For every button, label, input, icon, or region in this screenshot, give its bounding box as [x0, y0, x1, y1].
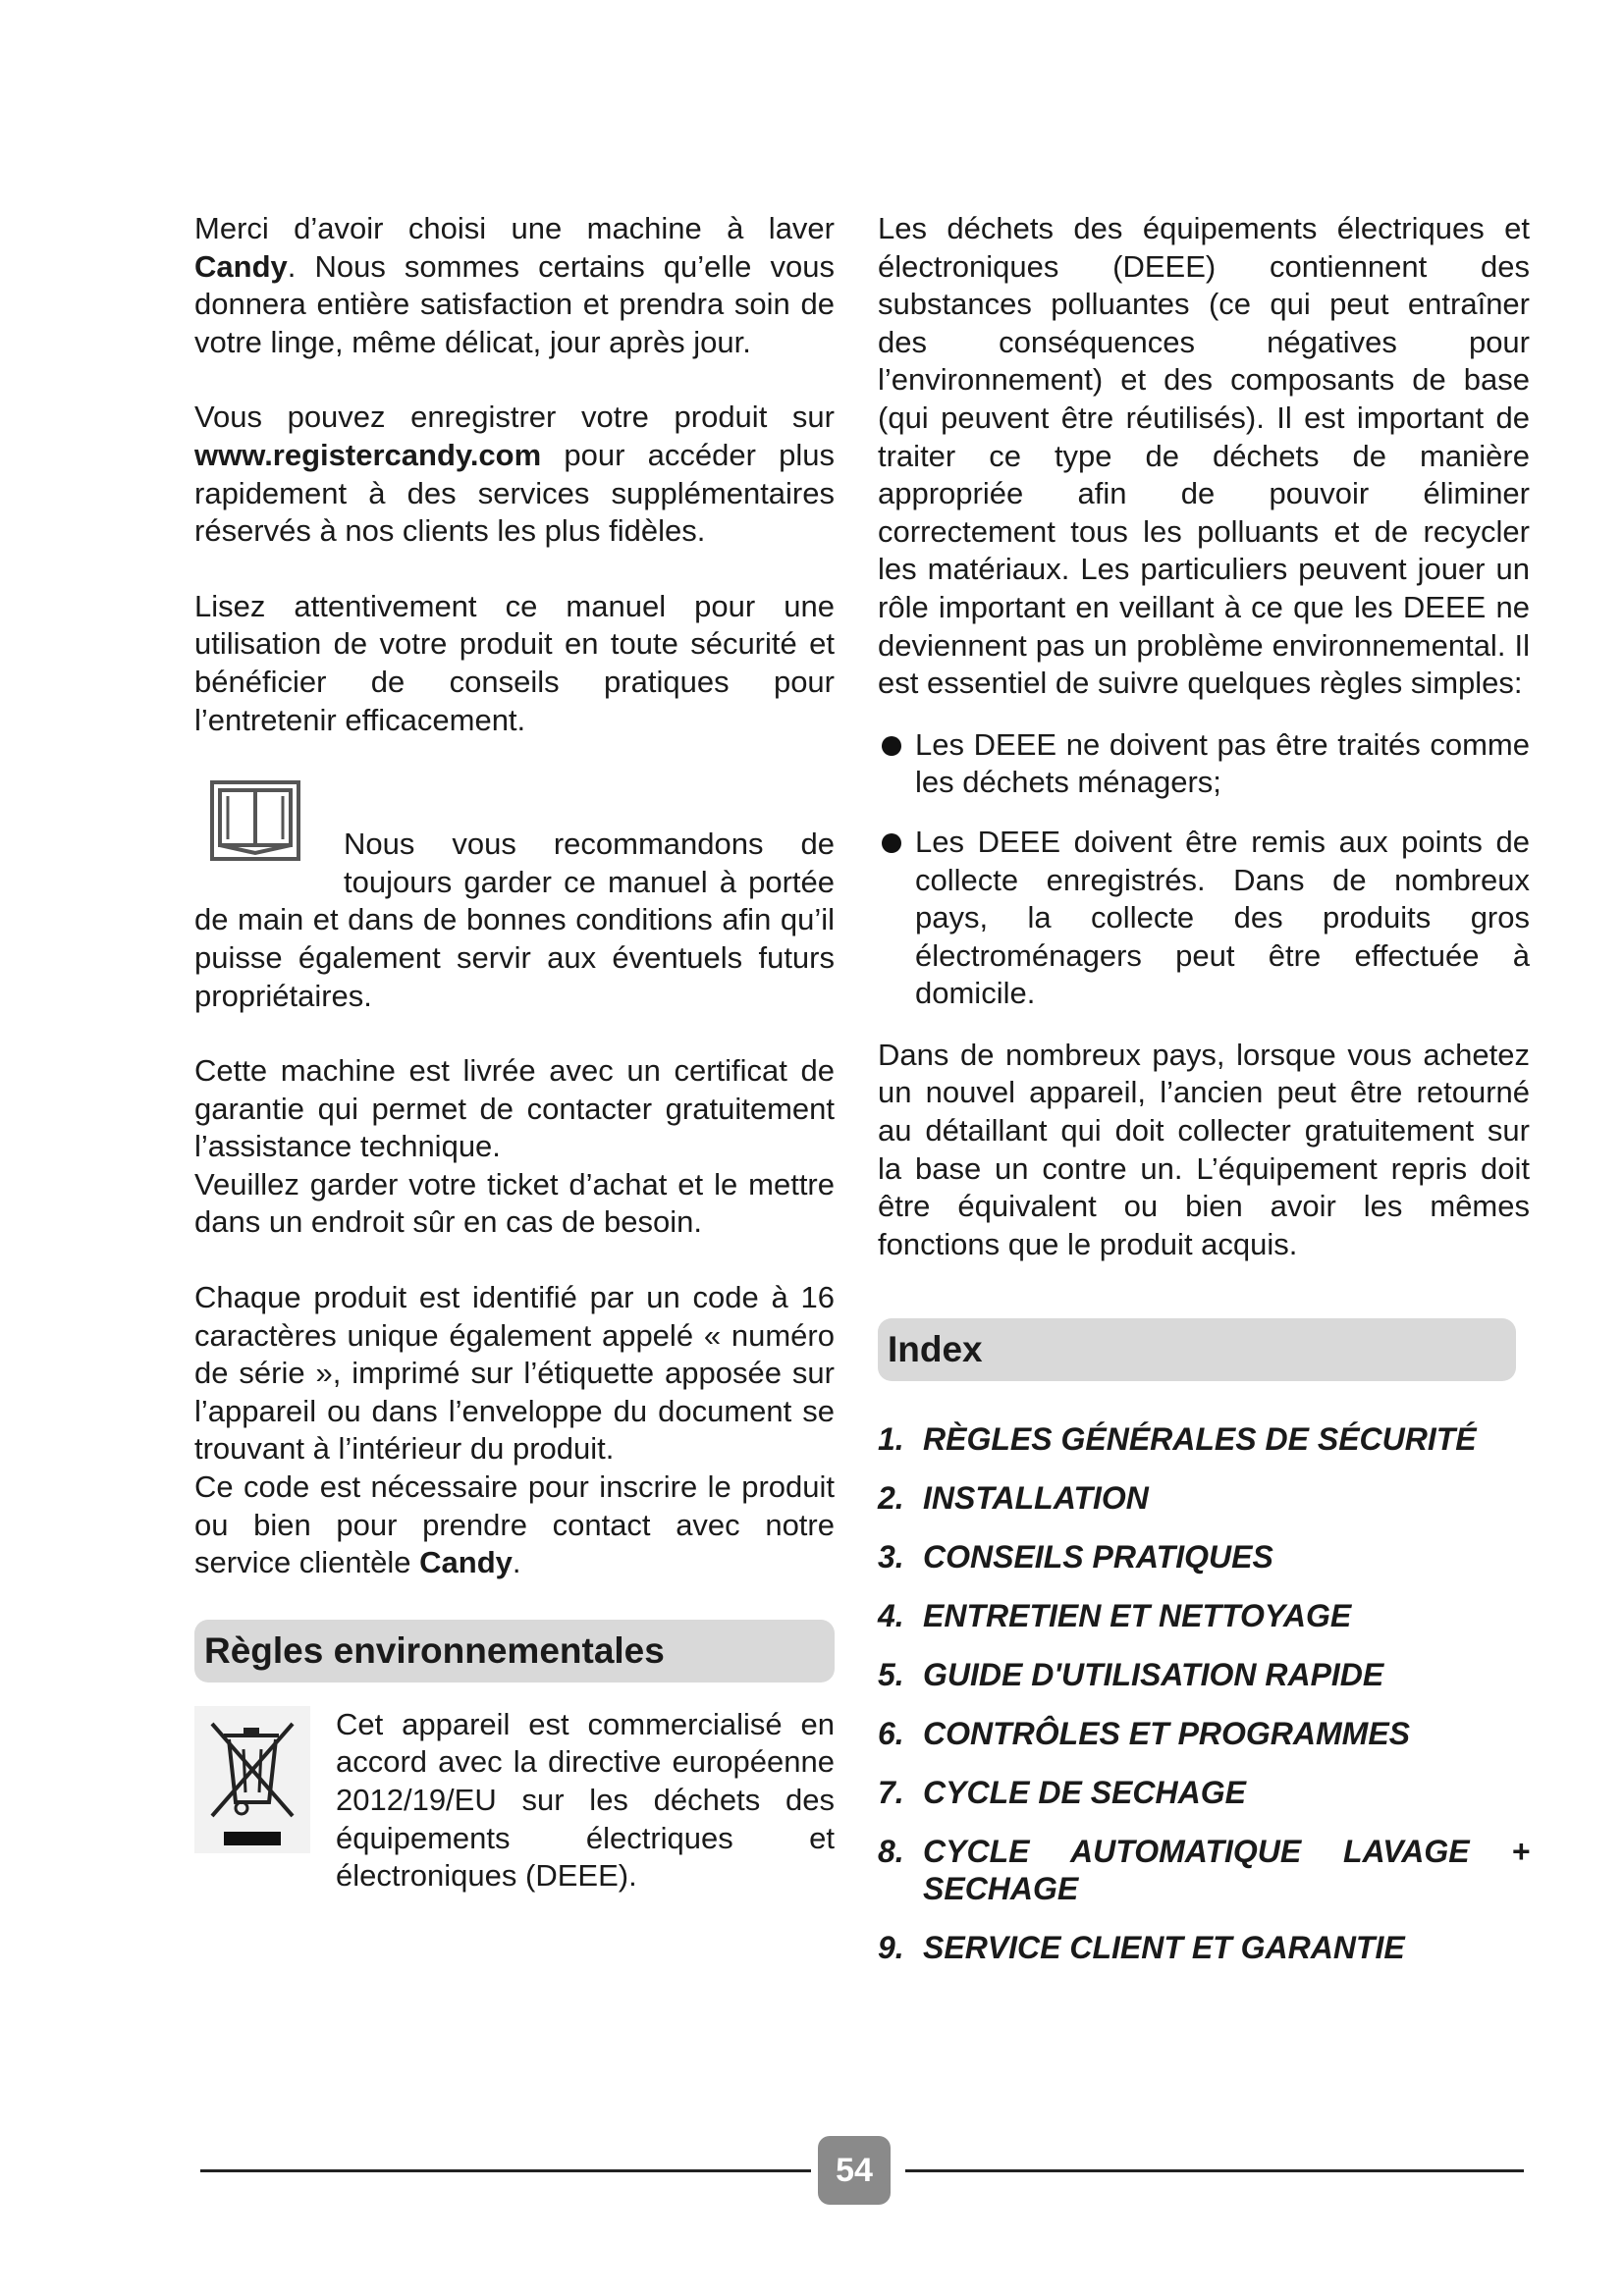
page-number: 54 [818, 2136, 891, 2205]
env-block [194, 1706, 835, 1896]
index-item: 6. CONTRÔLES ET PROGRAMMES [878, 1716, 1411, 1752]
book-icon [206, 776, 304, 865]
register-url: www.registercandy.com [194, 437, 542, 472]
index-section-title: Index [878, 1318, 1516, 1381]
recommend-paragraph: Nous vous recommandons de toujours garder ce manuel à portée de main et dans de bonnes conditions afin qu’il puisse également servir aux éventuels futurs propriétaires. [194, 827, 835, 1013]
serial-paragraph-1: Chaque produit est identifié par un code à 16 caractères unique également appelé « numéro de série », imprimé sur l’étiquette apposée sur l’appareil ou dans l’enveloppe du document se trouvant à l’intérieur du produit. [194, 1280, 835, 1467]
brand-name: Candy [419, 1545, 513, 1580]
crossed-bin-icon [194, 1706, 310, 1853]
index-list [878, 1420, 1530, 1966]
return-paragraph: Dans de nombreux pays, lorsque vous achetez un nouvel appareil, l’ancien peut être retourné au détaillant qui doit collecter gratuitement sur la base un contre un. L’équipement repris doit être équivalent ou bien avoir les mêmes fonctions que le produit acquis. [878, 1037, 1530, 1261]
index-item: 9. SERVICE CLIENT ET GARANTIE [878, 1930, 1405, 1966]
env-directive-text: Cet appareil est commercialisé en accord avec la directive européenne 2012/19/EU sur les déchets des équipements électriques et électroniques (DEEE). [336, 1706, 835, 1894]
list-item: Les DEEE ne doivent pas être traités comme les déchets ménagers; [878, 726, 1530, 802]
footer-rule-left [200, 2169, 811, 2172]
intro-paragraph: Merci d’avoir choisi une machine à laver Candy. Nous sommes certains qu’elle vous donnera entière satisfaction et prendra soin de votre linge, même délicat, jour après jour. [194, 211, 835, 359]
register-paragraph: Vous pouvez enregistrer votre produit sur www.registercandy.com pour accéder plus rapidement à des services supplémentaires réservés à nos clients les plus fidèles. [194, 400, 835, 549]
footer-rule-right [905, 2169, 1524, 2172]
warranty-paragraph-2: Veuillez garder votre ticket d’achat et le mettre dans un endroit sûr en cas de besoin. [194, 1166, 835, 1240]
serial-paragraph-2: Ce code est nécessaire pour inscrire le produit ou bien pour prendre contact avec notre service clientèle Candy. [194, 1469, 835, 1580]
right-column [878, 210, 1530, 1988]
deee-paragraph: Les déchets des équipements électriques et électroniques (DEEE) contiennent des substances polluantes (ce qui peut entraîner des conséquences négatives pour l’environnement) et des composants de base (qui peuvent être réutilisés). Il est important de traiter ce type de déchets de manière appropriée afin de pouvoir éliminer correctement tous les polluants et de recycler les matériaux. Les particuliers peuvent jouer un rôle important en veillant à ce que les DEEE ne deviennent pas un problème environnemental. Il est essentiel de suivre quelques règles simples: [878, 211, 1530, 701]
warranty-paragraph-1: Cette machine est livrée avec un certificat de garantie qui permet de contacter gratuitement l’assistance technique. [194, 1053, 835, 1164]
index-item: 4. ENTRETIEN ET NETTOYAGE [878, 1598, 1352, 1634]
left-column [194, 210, 835, 1896]
list-item: Les DEEE doivent être remis aux points de collecte enregistrés. Dans de nombreux pays, la collecte des produits gros électroménagers peut être effectuée à domicile. [878, 824, 1530, 1013]
index-item: 3. CONSEILS PRATIQUES [878, 1539, 1273, 1575]
index-item: 2. INSTALLATION [878, 1480, 1149, 1517]
index-item: 7. CYCLE DE SECHAGE [878, 1775, 1246, 1811]
recommend-block [194, 776, 835, 1015]
env-section-title: Règles environnementales [194, 1620, 835, 1682]
read-manual-paragraph: Lisez attentivement ce manuel pour une utilisation de votre produit en toute sécurité et bénéficier de conseils pratiques pour l’entretenir efficacement. [194, 588, 835, 737]
deee-rules-list [878, 726, 1530, 1013]
index-item: 1. RÈGLES GÉNÉRALES DE SÉCURITÉ [878, 1421, 1477, 1458]
brand-name: Candy [194, 248, 288, 284]
index-item: 8. CYCLE AUTOMATIQUE LAVAGE + SECHAGE [878, 1834, 1530, 1907]
index-item: 5. GUIDE D'UTILISATION RAPIDE [878, 1657, 1384, 1693]
